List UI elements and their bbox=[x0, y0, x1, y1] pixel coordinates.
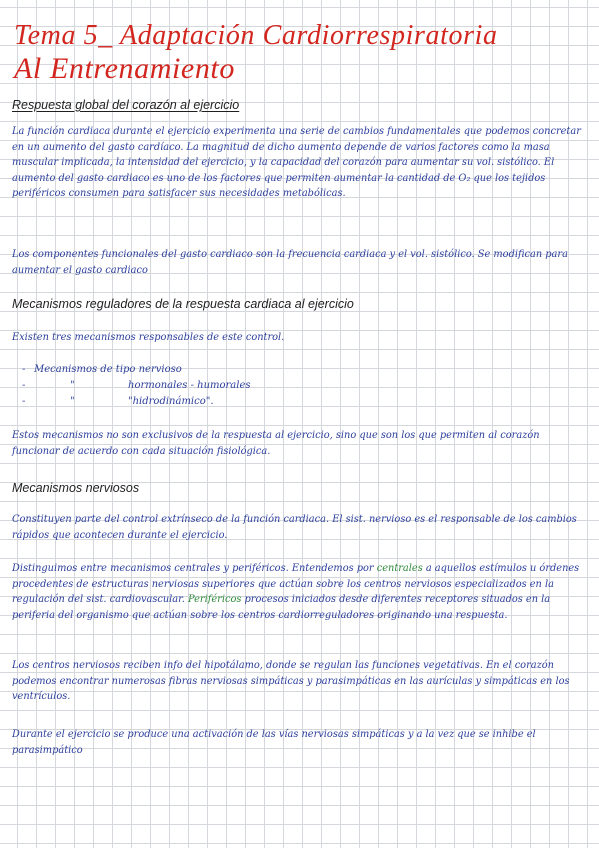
paragraph-not-exclusive: Estos mecanismos no son exclusivos de la respuesta al ejercicio, sino que son los que permiten al corazón funcionar de acuerdo con cada situación fisiológica. bbox=[12, 430, 540, 457]
paragraph-sympathetic-activation: Durante el ejercicio se produce una activación de las vías nerviosas simpáticas y a la vez que se inhibe el parasimpático bbox=[12, 729, 536, 756]
highlight-term-centrales: centrales bbox=[376, 563, 423, 574]
list-bullet: - bbox=[22, 380, 26, 391]
section-heading-nervous-mechanisms: Mecanismos nerviosos bbox=[12, 481, 140, 495]
page-title-line-1: Tema 5_ Adaptación Cardiorrespiratoria bbox=[14, 20, 498, 51]
list-item-text: Mecanismos de tipo nervioso bbox=[34, 364, 182, 375]
ditto-mark: " bbox=[70, 380, 75, 391]
section-heading-global-response bbox=[12, 99, 239, 112]
list-bullet: - bbox=[22, 396, 26, 407]
list-item-text: "hidrodinámico". bbox=[128, 396, 214, 407]
list-bullet: - bbox=[22, 364, 26, 375]
paragraph-extrinsic-control: Constituyen parte del control extrínseco de la función cardiaca. El sist. nervioso es el responsable de los cambios rápidos que acontecen durante el ejercicio. bbox=[12, 514, 577, 541]
section-heading-text: Respuesta global del corazón al ejercicio bbox=[12, 98, 240, 112]
paragraph-cardiac-function: La función cardiaca durante el ejercicio experimenta una serie de cambios fundamentales que podemos concretar en un aumento del gasto cardíaco. La magnitud de dicho aumento depende de varios factores como la masa muscular implicada, la intensidad del ejercicio, y la capacidad del corazón para aumentar su vol. sistólico. El aumento del gasto cardiaco es uno de los factores que permiten aumentar la cantidad de O₂ que los tejidos periféricos consumen para satisfacer sus necesidades metabólicas. bbox=[12, 126, 581, 200]
ditto-mark: " bbox=[70, 396, 75, 407]
paragraph-cardiac-components: Los componentes funcionales del gasto cardiaco son la frecuencia cardiaca y el vol. sistólico. Se modifican para aumentar el gasto cardiaco bbox=[12, 249, 568, 276]
page-title-line-2: Al Entrenamiento bbox=[14, 52, 235, 85]
text-run: procesos iniciados desde diferentes receptores situados en la periferia del organismo que actúan sobre los centros cardiorreguladores originando una respuesta. bbox=[12, 594, 551, 621]
section-heading-regulatory-mechanisms: Mecanismos reguladores de la respuesta cardiaca al ejercicio bbox=[12, 297, 354, 311]
list-item-text: hormonales - humorales bbox=[128, 380, 251, 391]
text-run: a aquellos estímulos u órdenes procedentes de estructuras nerviosas superiores que actúan sobre los centros nerviosos especializados en la regulación del sist. cardiovascular. bbox=[12, 563, 580, 606]
highlight-term-perifericos: Periféricos bbox=[187, 594, 242, 606]
text-run: Distinguimos entre mecanismos centrales y periféricos. Entendemos por bbox=[12, 563, 377, 574]
paragraph-nervous-centers: Los centros nerviosos reciben info del hipotálamo, donde se regulan las funciones vegetativas. En el corazón podemos encontrar numerosas fibras nerviosas simpáticas y parasimpáticas en las aurículas y simpáticas en los ventrículos. bbox=[12, 660, 570, 703]
paragraph-central-peripheral bbox=[12, 561, 590, 623]
paragraph-three-mechanisms: Existen tres mecanismos responsables de este control. bbox=[12, 332, 285, 343]
